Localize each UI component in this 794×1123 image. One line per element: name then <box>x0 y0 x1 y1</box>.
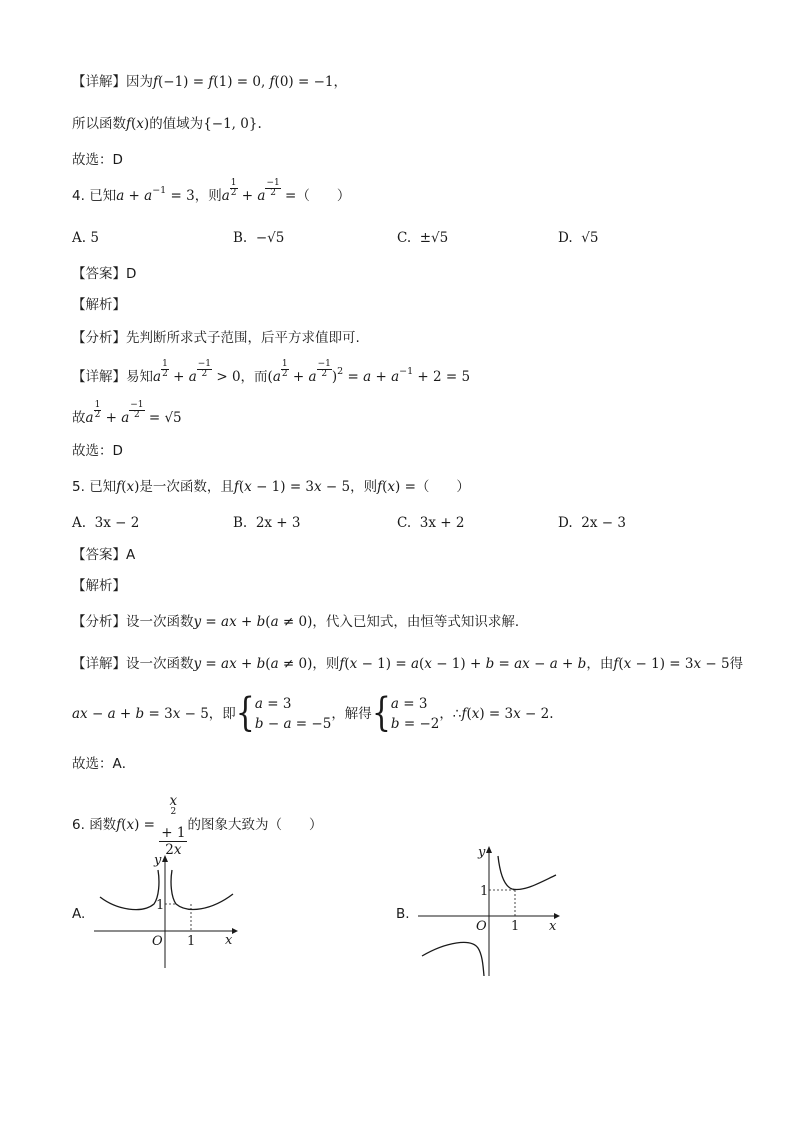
q6-option-b-label[interactable]: B. <box>396 906 410 922</box>
q4-option-b-text: −√5 <box>255 230 285 246</box>
fenxi-tag: 【分析】 <box>72 330 126 346</box>
q4-answer: D <box>126 266 137 282</box>
q6-stem <box>72 793 322 858</box>
q5-stem-mid: 是一次函数，且 <box>139 479 234 495</box>
q4-answer-line <box>72 264 136 284</box>
q4-option-c-letter: C. <box>397 230 412 246</box>
q5-ask: f(x) = <box>377 479 416 495</box>
q4-option-d[interactable] <box>558 228 598 248</box>
q5-fenxi-pre: 设一次函数 <box>126 614 194 630</box>
q5-option-c-text: 3x + 2 <box>419 515 465 531</box>
q6-option-a-label[interactable]: A. <box>72 906 86 922</box>
q5-final: f(x) = 3x − 2. <box>461 706 554 722</box>
detail-tag: 【详解】 <box>72 656 126 672</box>
q4-option-b[interactable] <box>233 228 284 248</box>
q4-result: a $\frac{1}{2}$ + a $\frac{-1}{2}$ = √5 <box>85 400 182 426</box>
q4-detail-ineq: a $\frac{1}{2}$ + a $\frac{-1}{2}$ > 0 <box>153 359 241 385</box>
q5-stem-mid2: ，则 <box>350 479 378 495</box>
q3-domain-mid: 的值域为 <box>149 116 204 132</box>
q5-option-d[interactable] <box>558 513 626 533</box>
graph-b-tick-y: 1 <box>480 884 489 899</box>
graph-a-y-arrow <box>162 855 168 862</box>
q5-detail-mid2: ，由 <box>586 656 614 672</box>
q3-range-set: {−1, 0}. <box>203 116 262 132</box>
q5-fx: f(x) <box>116 479 140 495</box>
q5-detail-cond: f(x − 1) = 3x − 5 <box>613 656 730 672</box>
graph-a-x-label: x <box>225 933 233 948</box>
q5-detail-func: y = ax + b(a ≠ 0) <box>193 656 313 672</box>
q3-detail-line <box>72 72 347 92</box>
q4-analysis-tag: 【解析】 <box>72 297 126 313</box>
graph-b-curve-left <box>422 942 484 976</box>
graph-b-curve-right <box>498 856 556 890</box>
q4-option-a-letter: A. <box>72 230 87 246</box>
q6-number: 6. <box>72 817 85 833</box>
q5-brace-1: { <box>235 690 255 737</box>
q5-fenxi-post: ，代入已知式，由恒等式知识求解． <box>312 614 529 630</box>
q5-solve-eq: ax − a + b = 3x − 5 <box>72 706 209 722</box>
q4-stem-pre: 已知 <box>89 188 117 204</box>
q3-fx: f(x) <box>126 116 150 132</box>
q4-expression: a $\frac{1}{2}$ + a $\frac{-1}{2}$ = <box>221 178 297 204</box>
q4-detail-mid: ，而 <box>240 369 268 385</box>
q5-stem-pre: 已知 <box>89 479 117 495</box>
q4-option-d-text: √5 <box>581 230 599 246</box>
q5-solve-line <box>72 692 554 736</box>
q5-number: 5. <box>72 479 85 495</box>
q4-option-d-letter: D. <box>558 230 573 246</box>
q3-detail-text: 因为 <box>126 74 153 90</box>
q5-condition: f(x − 1) = 3x − 5 <box>233 479 351 495</box>
q4-gu-line <box>72 400 182 428</box>
q3-detail-math: f(−1) = f(1) = 0, f(0) = −1， <box>153 74 347 90</box>
q5-jiede: ，解得 <box>331 706 372 722</box>
q4-number: 4. <box>72 188 85 204</box>
graph-a-tick-x: 1 <box>187 934 196 949</box>
q4-detail-pre: 易知 <box>126 369 153 385</box>
q4-option-a[interactable] <box>72 228 99 248</box>
q5-choose: 故选：A． <box>72 756 136 772</box>
q5-brace-2: { <box>371 690 391 737</box>
q5-detail-pre: 设一次函数 <box>126 656 194 672</box>
q4-detail-square: (a $\frac{1}{2}$ + a $\frac{-1}{2}$ )$^2 = a + a^{-1} + 2 = 5$ <box>267 359 471 385</box>
q5-therefore: ，∴ <box>439 706 462 722</box>
q4-stem-mid: ，则 <box>194 188 222 204</box>
q5-stem <box>72 477 470 497</box>
graph-b-x-label: x <box>549 919 557 934</box>
q4-stem <box>72 178 351 208</box>
q5-option-b[interactable] <box>233 513 301 533</box>
graph-a-tick-y: 1 <box>156 898 165 913</box>
q3-choose: 故选：D <box>72 152 123 168</box>
q4-fenxi: 先判断所求式子范围，后平方求值即可. <box>126 330 360 346</box>
graph-a-origin: O <box>152 934 163 949</box>
q3-domain-line <box>72 114 262 134</box>
q5-option-b-letter: B. <box>233 515 248 531</box>
q5-detail-line <box>72 654 743 674</box>
q5-system-1: a = 3 b − a = −5 <box>254 696 332 732</box>
q6-graph-a[interactable] <box>92 852 242 972</box>
graph-b-y-arrow <box>486 846 492 853</box>
graph-b-y-label: y <box>478 845 486 860</box>
q5-fenxi-line <box>72 612 528 632</box>
q4-paren: （ ） <box>296 188 351 204</box>
q4-option-c-text: ±√5 <box>419 230 449 246</box>
q4-condition: $a + a^{-1} = 3$ <box>116 185 195 204</box>
q4-option-c[interactable] <box>397 228 448 248</box>
fenxi-tag: 【分析】 <box>72 614 126 630</box>
q5-option-c[interactable] <box>397 513 464 533</box>
answer-tag: 【答案】 <box>72 547 126 563</box>
detail-tag: 【详解】 <box>72 74 126 90</box>
q5-option-a-text: 3x − 2 <box>94 515 140 531</box>
graph-a-x-arrow <box>232 928 238 934</box>
q5-detail-expand: f(x − 1) = a(x − 1) + b = ax − a + b <box>339 656 587 672</box>
answer-tag: 【答案】 <box>72 266 126 282</box>
q5-option-b-text: 2x + 3 <box>255 515 301 531</box>
graph-a-curve-right <box>171 870 233 909</box>
q5-system-2: a = 3 b = −2 <box>390 696 440 732</box>
q5-option-d-text: 2x − 3 <box>581 515 626 531</box>
q4-option-b-letter: B. <box>233 230 248 246</box>
q5-detail-end: 得 <box>729 656 744 672</box>
q6-graph-b[interactable] <box>416 842 566 982</box>
graph-a-y-label: y <box>154 853 162 868</box>
graph-b-origin: O <box>476 919 487 934</box>
q5-detail-mid: ，则 <box>312 656 340 672</box>
q4-gu: 故 <box>72 410 86 426</box>
q5-option-a-letter: A. <box>72 515 87 531</box>
q4-option-a-text: 5 <box>90 230 99 246</box>
q3-domain-pre: 所以函数 <box>72 116 126 132</box>
q5-fenxi-math: y = ax + b(a ≠ 0) <box>193 614 313 630</box>
q4-fenxi-line <box>72 328 360 348</box>
q5-option-c-letter: C. <box>397 515 412 531</box>
q6-stem-post: 的图象大致为（ ） <box>187 817 323 833</box>
q5-ji: ，即 <box>208 706 236 722</box>
q5-paren: （ ） <box>415 479 470 495</box>
q5-option-d-letter: D. <box>558 515 573 531</box>
graph-b-tick-x: 1 <box>511 919 520 934</box>
q5-option-a[interactable] <box>72 513 139 533</box>
q4-detail-line <box>72 359 471 389</box>
q5-answer-line <box>72 545 135 565</box>
q5-analysis-tag: 【解析】 <box>72 578 126 594</box>
q5-answer: A <box>126 547 136 563</box>
q6-func: f(x) = x 2 + 1 2x <box>116 793 186 858</box>
q4-choose: 故选：D <box>72 443 123 459</box>
graph-a-curve-left <box>100 870 159 910</box>
q6-stem-pre: 函数 <box>89 817 117 833</box>
detail-tag: 【详解】 <box>72 369 126 385</box>
